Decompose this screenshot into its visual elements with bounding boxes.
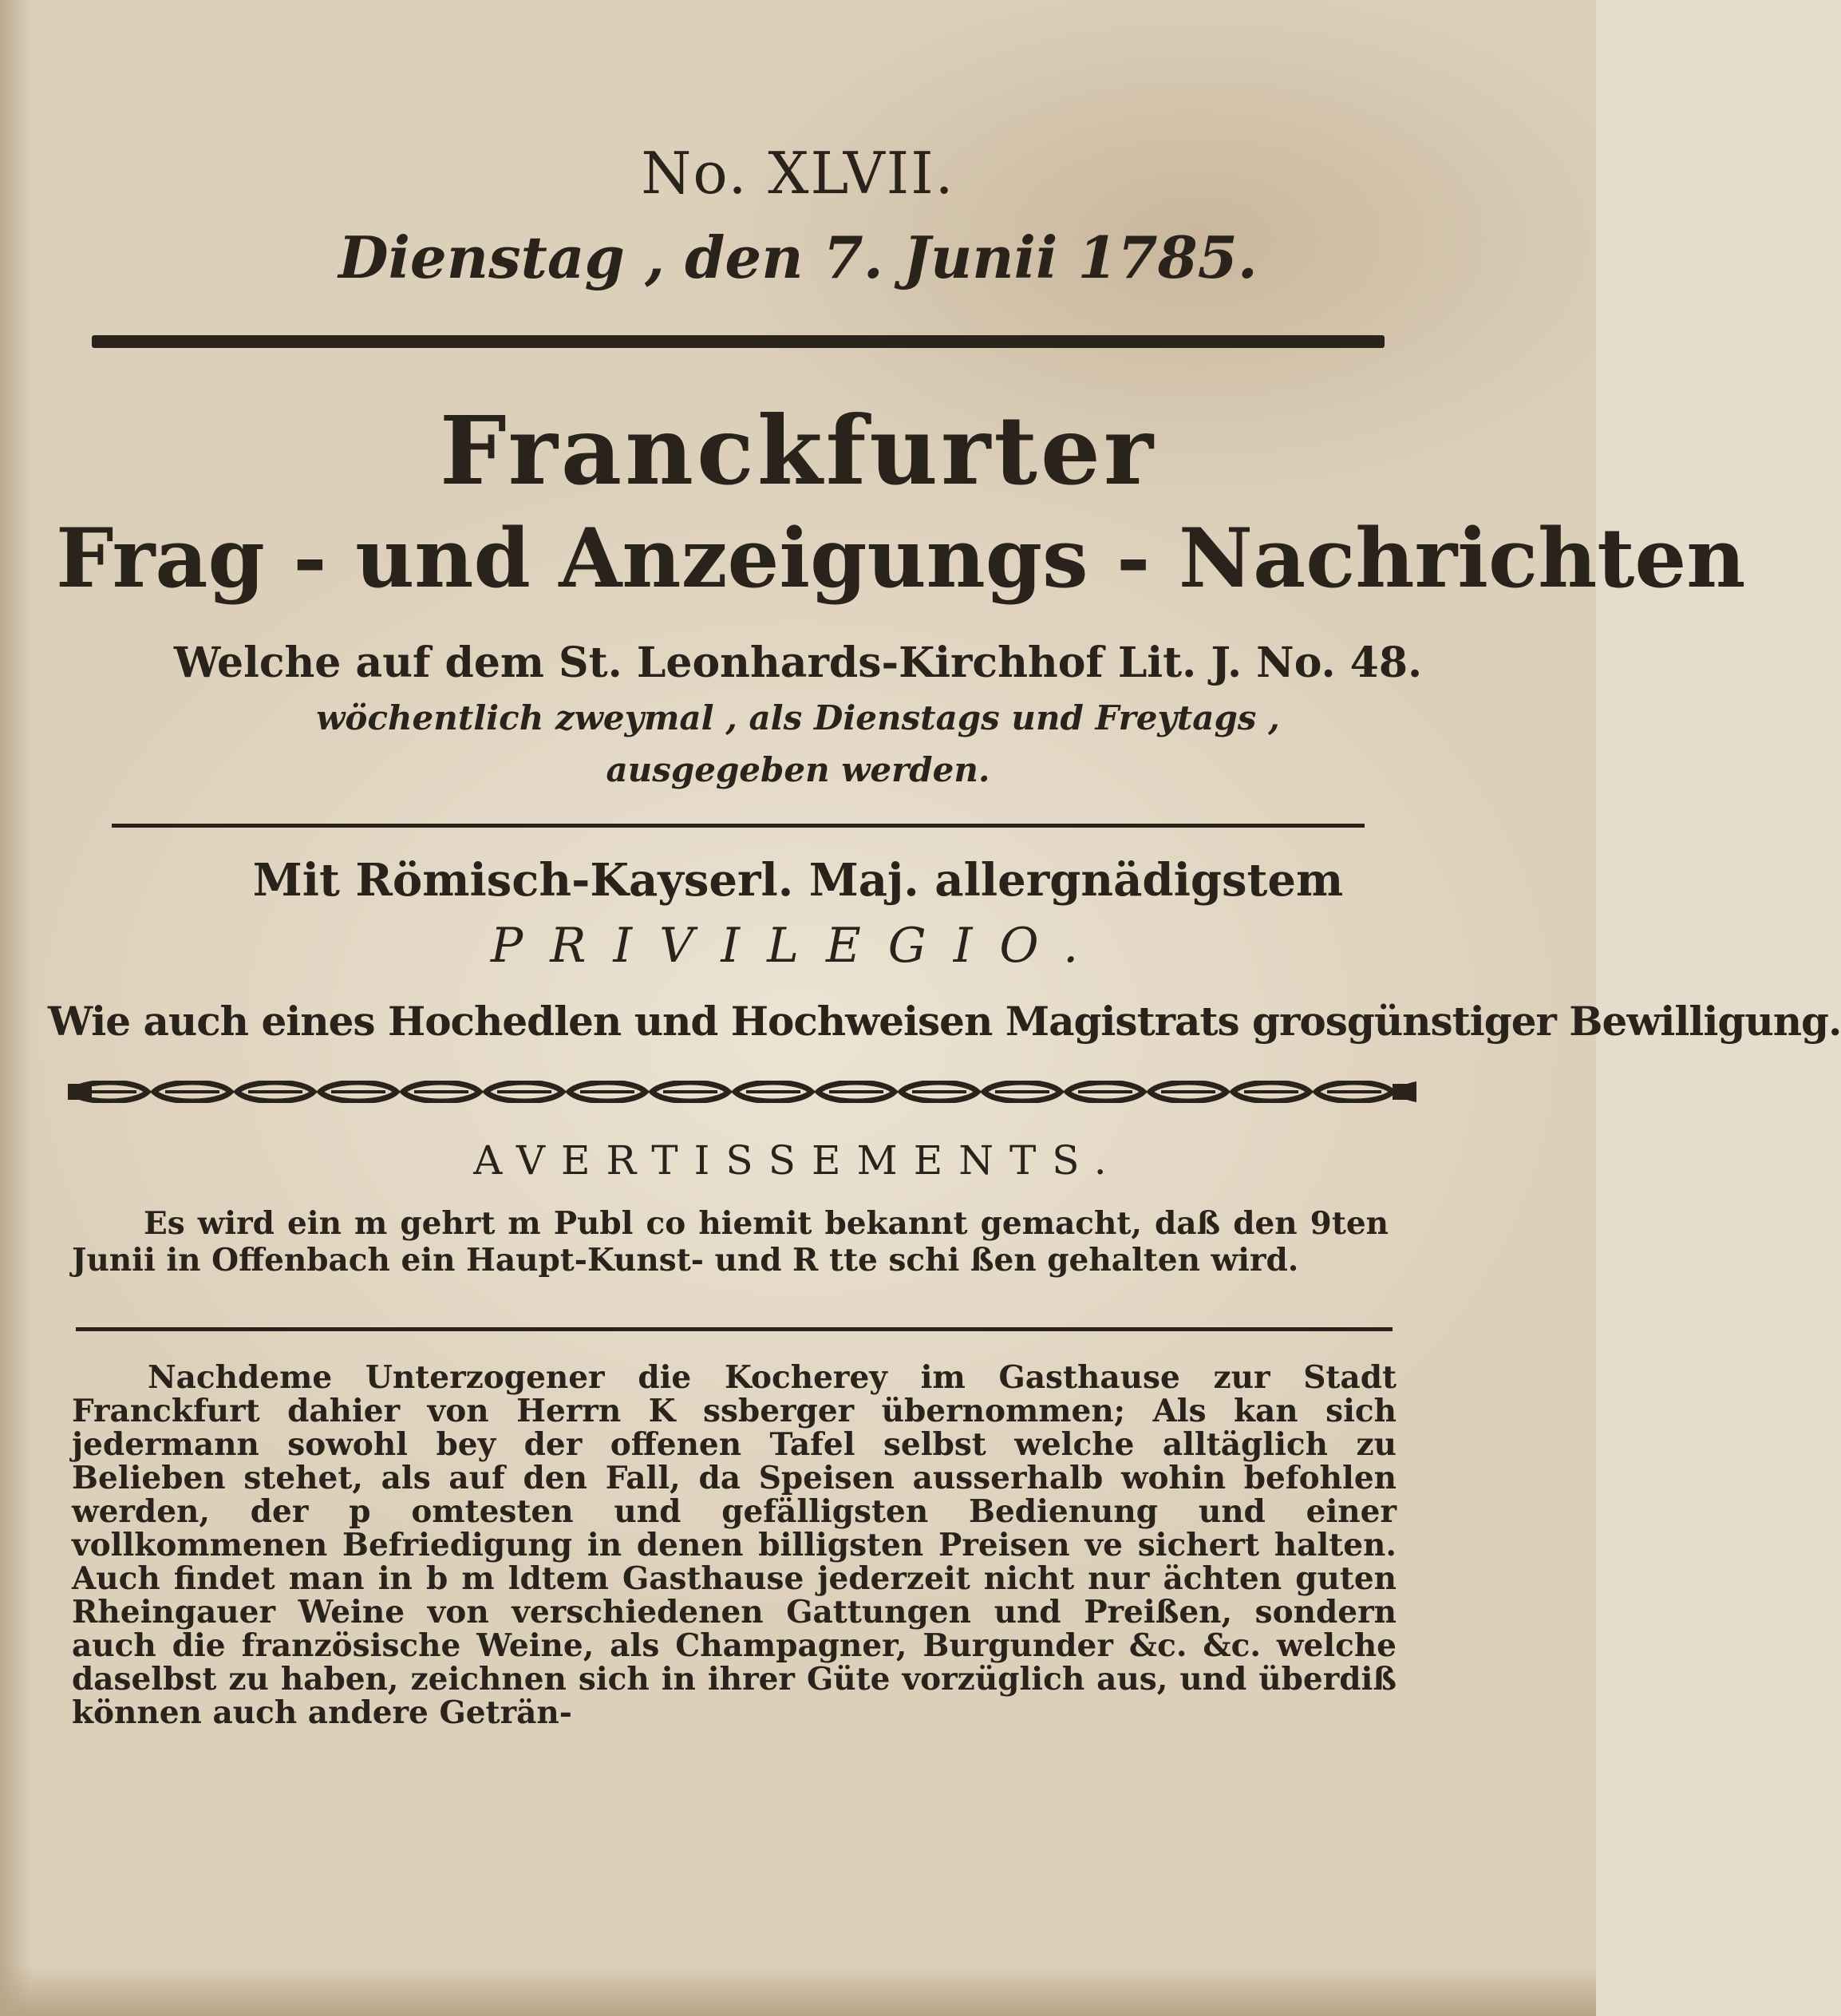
notice-paragraph: Es wird ein m gehrt m Publ co hiemit bekannt gemacht, daß den 9ten Junii in Offenbach ein Haupt-Kunst- und R tte schi ßen gehalten wird. xyxy=(72,1205,1389,1279)
section-heading: AVERTISSEMENTS. xyxy=(473,1137,1123,1184)
header-rule xyxy=(92,335,1385,348)
publisher-line: Welche auf dem St. Leonhards-Kirchhof Lit. J. No. 48. xyxy=(173,638,1423,687)
issue-number: No. XLVII. xyxy=(641,140,955,207)
notice-divider xyxy=(76,1327,1393,1331)
schedule-line: wöchentlich zweymal , als Dienstags und Freytags , xyxy=(316,698,1280,737)
page-bottom-shadow xyxy=(0,1963,1596,2016)
masthead-rule xyxy=(112,824,1365,828)
magistrate-approval-line: Wie auch eines Hochedlen und Hochweisen Magistrats grosgünstiger Bewilligung. xyxy=(48,998,1841,1045)
issued-line: ausgegeben werden. xyxy=(606,750,990,789)
privilege-line: Mit Römisch-Kayserl. Maj. allergnädigstem xyxy=(252,854,1344,907)
masthead-title-line2: Frag - und Anzeigungs - Nachrichten xyxy=(56,511,1746,607)
privilegio-heading: PRIVILEGIO. xyxy=(490,918,1106,974)
notice-paragraph: Nachdeme Unterzogener die Kocherey im Gasthause zur Stadt Franckfurt dahier von Herrn K ssberger übernommen; Als kan sich jedermann sowohl bey der offenen Tafel selbst welche alltäglich zu Belieben stehet, als auf den Fall, da Speisen ausserhalb wohin befohlen werden, der p omtesten und gefälligsten Bedienung und einer vollkommenen Befriedigung in denen billigsten Preisen ve sichert halten. Auch findet man in b m ldtem Gasthause jederzeit nicht nur ächten guten Rheingauer Weine von verschiedenen Gattungen und Preißen, sondern auch die französische Weine, als Champagner, Burgunder &c. &c. welche daselbst zu haben, zeichnen sich in ihrer Güte vorzüglich aus, und überdiß können auch andere Geträn- xyxy=(72,1359,1397,1731)
masthead-title-line1: Franckfurter xyxy=(439,395,1157,506)
issue-date: Dienstag , den 7. Junii 1785. xyxy=(338,223,1258,291)
chain-ornament-divider xyxy=(68,1076,1416,1108)
page-edge-shadow xyxy=(0,0,32,2016)
